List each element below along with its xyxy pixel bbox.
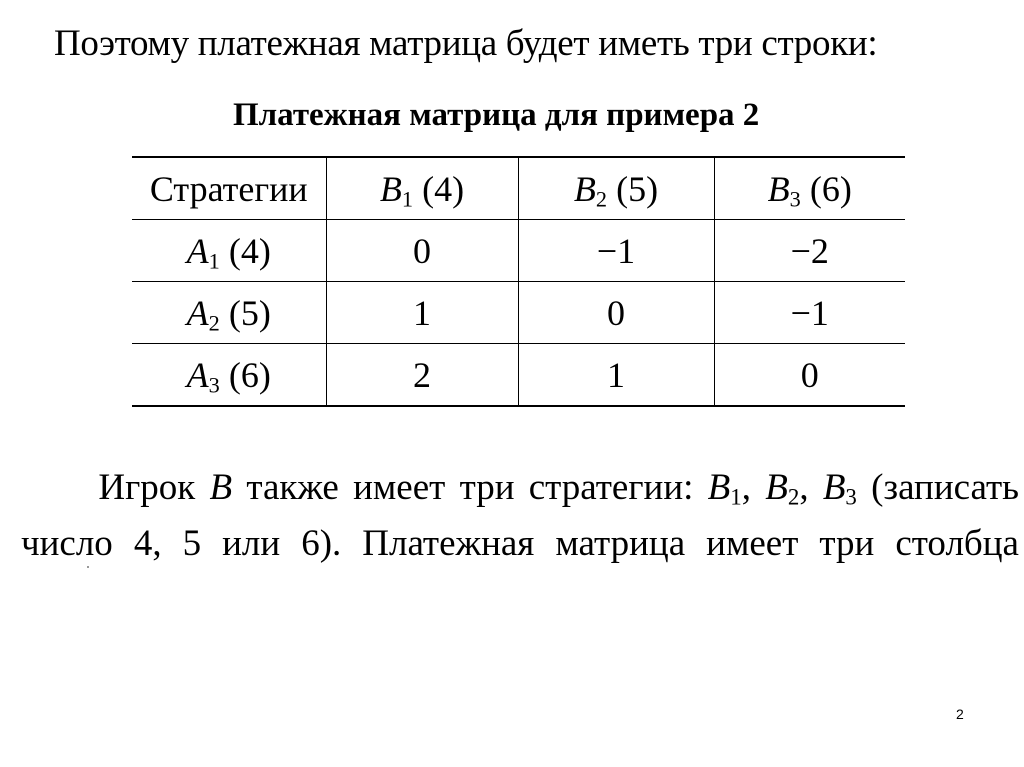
table-cell: −2 — [714, 220, 905, 282]
column-header-b1: $B_1$ (4) — [326, 157, 518, 220]
table-cell: 0 — [714, 344, 905, 407]
corner-header-cell: Стратегии — [132, 157, 326, 220]
page-number: 2 — [956, 706, 964, 722]
table-cell: 0 — [518, 282, 714, 344]
paragraph-line-2: число 4, 5 или 6). Платежная матрица имеет три столбца — [21, 523, 1019, 564]
body-paragraph — [21, 460, 1019, 572]
table-row — [132, 220, 905, 282]
table-row — [132, 344, 905, 407]
table-cell: 2 — [326, 344, 518, 407]
row-header-a3: $A_3$ (6) — [132, 344, 326, 407]
intro-line: Поэтому платежная матрица будет иметь три строки: — [54, 23, 878, 64]
payoff-matrix-table — [132, 156, 905, 407]
paragraph-line-1: Игрок B также имеет три стратегии: $B_1$, $B_2$, $B_3$ (записать — [98, 467, 1019, 510]
column-header-b2: $B_2$ (5) — [518, 157, 714, 220]
table-cell: −1 — [518, 220, 714, 282]
table-row — [132, 282, 905, 344]
table-header-row — [132, 157, 905, 220]
table-cell: −1 — [714, 282, 905, 344]
table-cell: 0 — [326, 220, 518, 282]
scan-speck — [87, 566, 89, 568]
table-cell: 1 — [518, 344, 714, 407]
table-title: Платежная матрица для примера 2 — [233, 97, 760, 133]
row-header-a1: $A_1$ (4) — [132, 220, 326, 282]
column-header-b3: $B_3$ (6) — [714, 157, 905, 220]
table-cell: 1 — [326, 282, 518, 344]
row-header-a2: $A_2$ (5) — [132, 282, 326, 344]
